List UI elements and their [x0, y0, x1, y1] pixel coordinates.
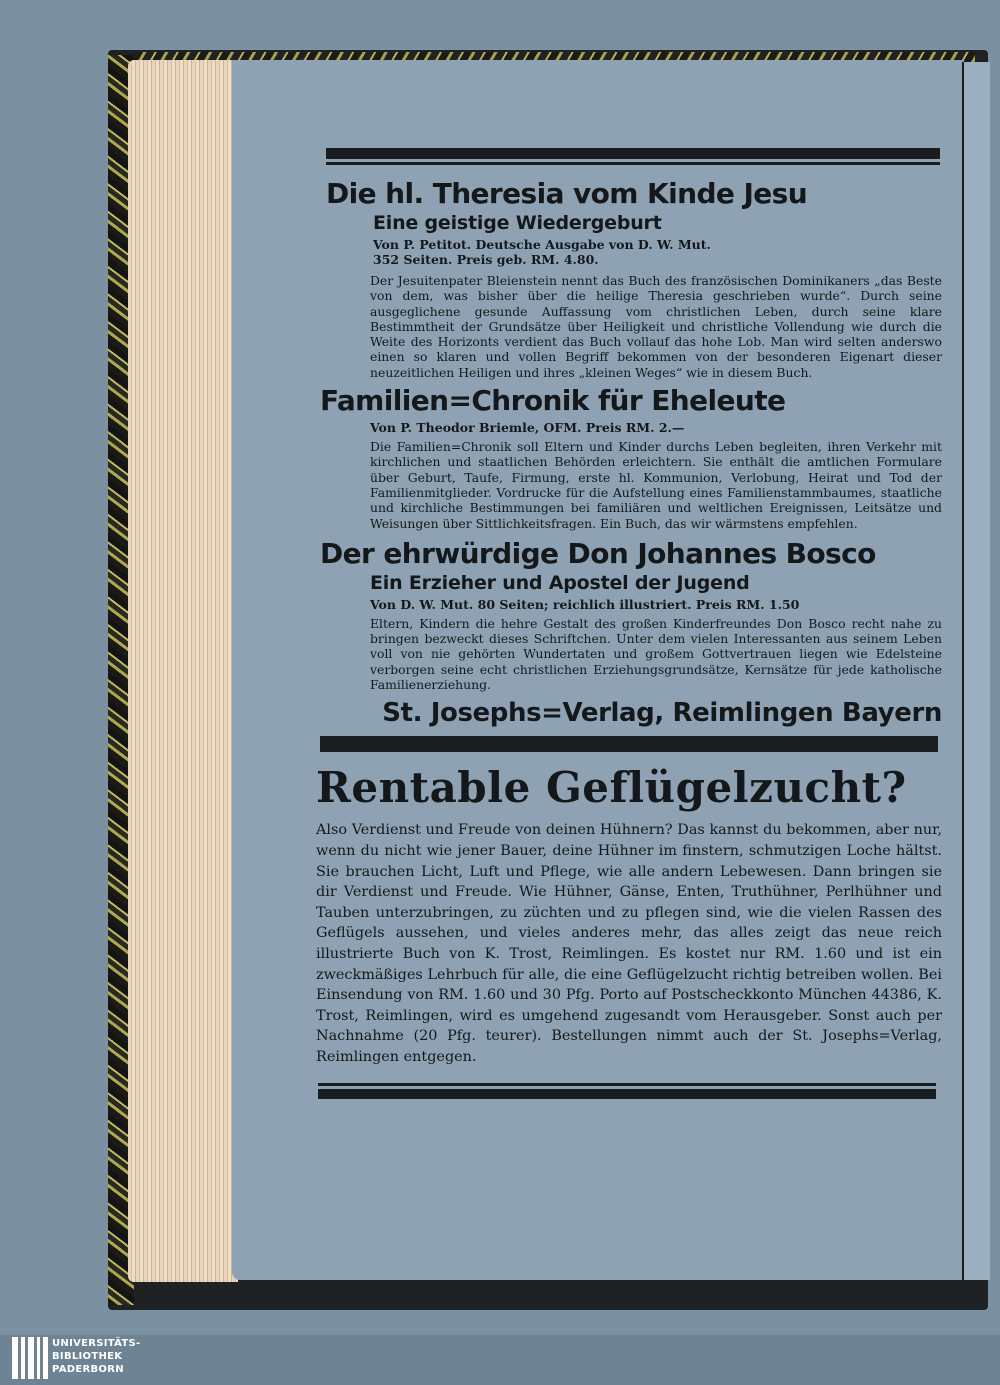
library-line: UNIVERSITÄTS- [52, 1338, 141, 1349]
library-line: PADERBORN [52, 1364, 124, 1375]
article-title: Familien=Chronik für Eheleute [320, 384, 786, 418]
article-don-bosco [316, 537, 942, 692]
article-body: Der Jesuitenpater Bleienstein nennt das Buch des französischen Dominikaners „das Beste von dem, was bisher über die heilige Theresia geschrieben wurde“. Durch seine ausgeglichene gesunde Auffassung vom christlichen Leben, durch seine klare Bestimmtheit der Grundsätze über Heiligkeit und christliche Vollendung wie durch die Weite des Horizonts verdient das Buch vollauf das hohe Lob. Man wird selten anderswo einen so klaren und vollen Begriff bekommen von der besonderen Eigenart dieser neuzeitlichen Heiligen und ihres „kleinen Weges“ wie in diesem Buch. [370, 273, 942, 380]
bottom-rule [318, 1083, 936, 1099]
article-title: Die hl. Theresia vom Kinde Jesu [326, 177, 808, 210]
article-meta [373, 237, 942, 267]
page-content [316, 148, 942, 1099]
top-rule [326, 148, 940, 165]
meta-line: Von P. Petitot. Deutsche Ausgabe von D. W. Mut. [373, 237, 711, 252]
library-logo-icon [12, 1337, 48, 1379]
publisher-line: St. Josephs=Verlag, Reimlingen Bayern [382, 698, 942, 729]
ad-body: Also Verdienst und Freude von deinen Hühnern? Das kannst du bekommen, aber nur, wenn du nicht wie jener Bauer, deine Hühner im finstern, schmutzigen Loche hältst. Sie brauchen Licht, Luft und Pflege, wie alle andern Lebewesen. Dann bringen sie dir Verdienst und Freude. Wie Hühner, Gänse, Enten, Truthühner, Perlhühner und Tauben unterzubringen, zu züchten und zu pflegen sind, wie die vielen Rassen des Geflügels aussehen, und vieles anderes mehr, das alles zeigt das neue reich illustrierte Buch von K. Trost, Reimlingen. Es kostet nur RM. 1.60 und ist ein zweckmäßiges Lehrbuch für alle, die eine Geflügelzucht richtig betreiben wollen. Bei Einsendung von RM. 1.60 und 30 Pfg. Porto auf Postscheckkonto München 44386, K. Trost, Reimlingen, wird es umgehend zugesandt vom Herausgeber. Sonst auch per Nachnahme (20 Pfg. teurer). Bestellungen nimmt auch der St. Josephs=Verlag, Reimlingen entgegen. [316, 822, 942, 1065]
facing-page-edge [962, 62, 990, 1280]
article-meta [370, 420, 942, 435]
meta-line: Von P. Theodor Briemle, OFM. Preis RM. 2.— [370, 420, 685, 436]
article-body: Eltern, Kindern die hehre Gestalt des großen Kinderfreundes Don Bosco recht nahe zu bringen bezweckt dieses Schriftchen. Unter dem vielen Interessanten aus seinem Leben voll von nie gehörten Wundertaten und großem Gottvertrauen liegen wie Edelsteine verborgen seine echt christlichen Erziehungsgrundsätze, Kernsätze für jede katholische Familienerziehung. [370, 615, 942, 693]
article-title: Der ehrwürdige Don Johannes Bosco [320, 536, 876, 570]
meta-line: Von D. W. Mut. 80 Seiten; reichlich illustriert. Preis RM. 1.50 [370, 596, 800, 612]
article-meta [370, 597, 942, 612]
page-edges [128, 60, 238, 1282]
ad-title: Rentable Geflügelzucht? [316, 763, 907, 813]
article-body: Die Familien=Chronik soll Eltern und Kinder durchs Leben begleiten, ihren Verkehr mit kirchlichen und staatlichen Behörden erleichtern. Sie enthält die amtlichen Formulare über Geburt, Taufe, Firmung, erste hl. Kommunion, Verlobung, Heirat und Tod der Familienmitglieder. Vordrucke für die Aufstellung eines Familienstammbaumes, staatliche und kirchliche Bestimmungen bei familiären und weltlichen Ereignissen, Leitsätze und Weisungen über Sittlichkeitsfragen. Ein Buch, das wir wärmstens empfehlen. [370, 439, 942, 531]
footer-bar [0, 1335, 1000, 1385]
library-logo-text [52, 1337, 141, 1376]
article-subtitle: Ein Erzieher und Apostel der Jugend [370, 571, 750, 594]
article-theresia [316, 177, 942, 380]
library-line: BIBLIOTHEK [52, 1351, 123, 1362]
ad-gefluegelzucht [316, 762, 942, 1067]
article-familien-chronik [316, 384, 942, 531]
meta-line: 352 Seiten. Preis geb. RM. 4.80. [373, 252, 599, 267]
divider-rule [320, 736, 938, 752]
article-subtitle: Eine geistige Wiedergeburt [373, 212, 662, 234]
